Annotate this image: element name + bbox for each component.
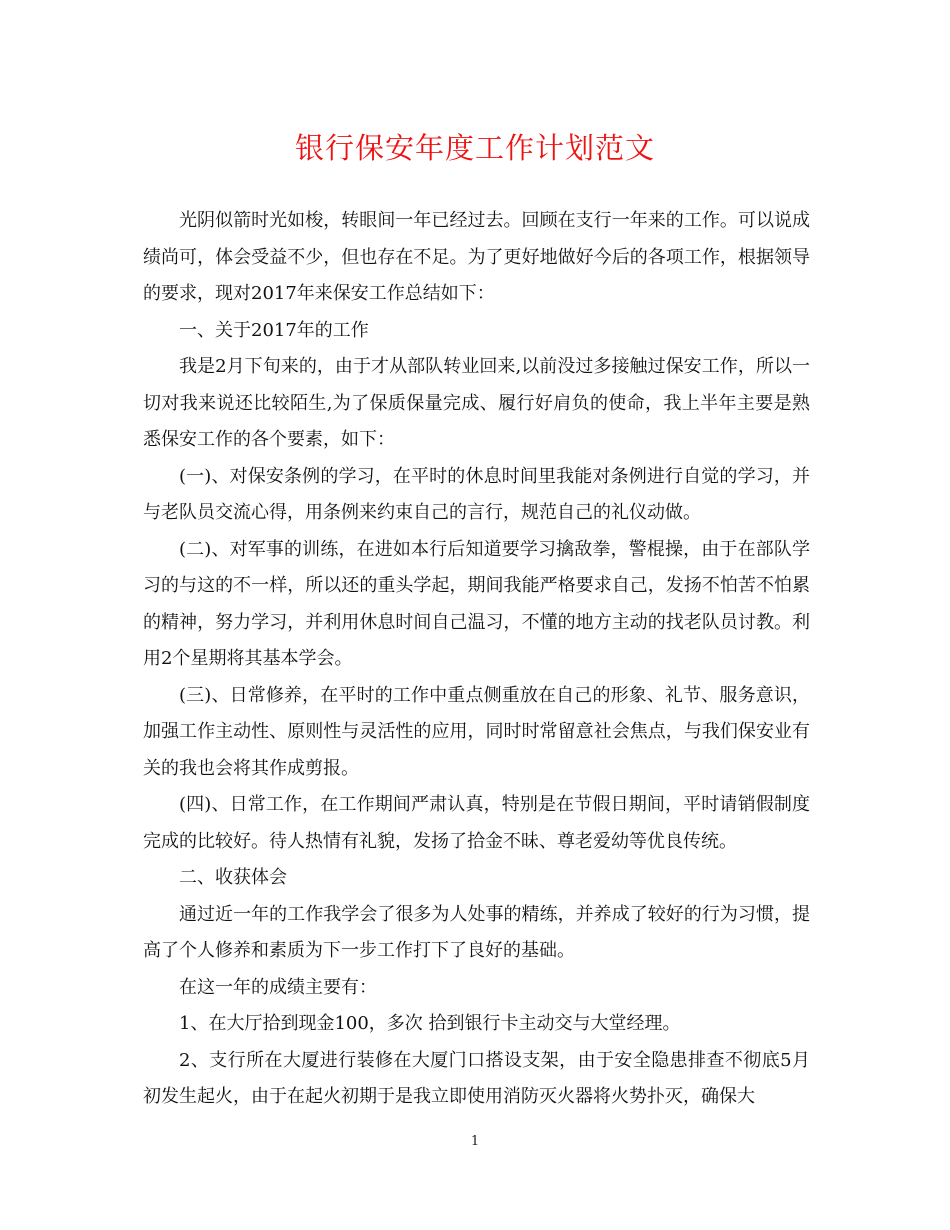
paragraph-item-4: (四)、日常工作，在工作期间严肃认真，特别是在节假日期间，平时请销假制度完成的比较好。待人热情有礼貌，发扬了拾金不昧、尊老爱幼等优良传统。: [143, 794, 810, 852]
section-heading-harvest: 二、收获体会: [179, 867, 287, 888]
paragraph-item-1: (一)、对保安条例的学习，在平时的休息时间里我能对条例进行自觉的学习，并与老队员交流心得，用条例来约束自己的言行，规范自己的礼仪动做。: [143, 465, 810, 523]
paragraph-item-2: (二)、对军事的训练，在进如本行后知道要学习擒敌拳，警棍操，由于在部队学习的与这的不一样，所以还的重头学起，期间我能严格要求自己，发扬不怕苦不怕累的精神，努力学习，并利用休息时间自己温习，不懂的地方主动的找老队员讨教。利用2个星期将其基本学会。: [143, 538, 810, 669]
paragraph-achievement-2: 2、支行所在大厦进行装修在大厦门口搭设支架，由于安全隐患排查不彻底5月初发生起火，由于在起火初期于是我立即使用消防灭火器将火势扑灭，确保大: [143, 1049, 810, 1107]
paragraph-harvest: 通过近一年的工作我学会了很多为人处事的精练，并养成了较好的行为习惯，提高了个人修养和素质为下一步工作打下了良好的基础。: [143, 903, 810, 961]
document-body: [143, 203, 810, 1116]
section-heading-work-2017: 一、关于2017年的工作: [179, 319, 369, 341]
paragraph-intro: 光阴似箭时光如梭，转眼间一年已经过去。回顾在支行一年来的工作。可以说成绩尚可，体会受益不少，但也存在不足。为了更好地做好今后的各项工作，根据领导的要求，现对2017年来保安工作总结如下：: [143, 210, 810, 304]
paragraph-background: 我是2月下旬来的，由于才从部队转业回来,以前没过多接触过保安工作，所以一切对我来说还比较陌生,为了保质保量完成、履行好肩负的使命，我上半年主要是熟悉保安工作的各个要素，如下：: [143, 356, 810, 450]
paragraph-item-3: (三)、日常修养，在平时的工作中重点侧重放在自己的形象、礼节、服务意识，加强工作主动性、原则性与灵活性的应用，同时时常留意社会焦点，与我们保安业有关的我也会将其作成剪报。: [143, 684, 810, 779]
document-title: 银行保安年度工作计划范文: [294, 131, 655, 165]
page-number: 1: [470, 1134, 480, 1149]
paragraph-achievements-intro: 在这一年的成绩主要有：: [179, 976, 377, 998]
paragraph-achievement-1: 1、在大厅拾到现金100，多次 拾到银行卡主动交与大堂经理。: [179, 1013, 681, 1034]
